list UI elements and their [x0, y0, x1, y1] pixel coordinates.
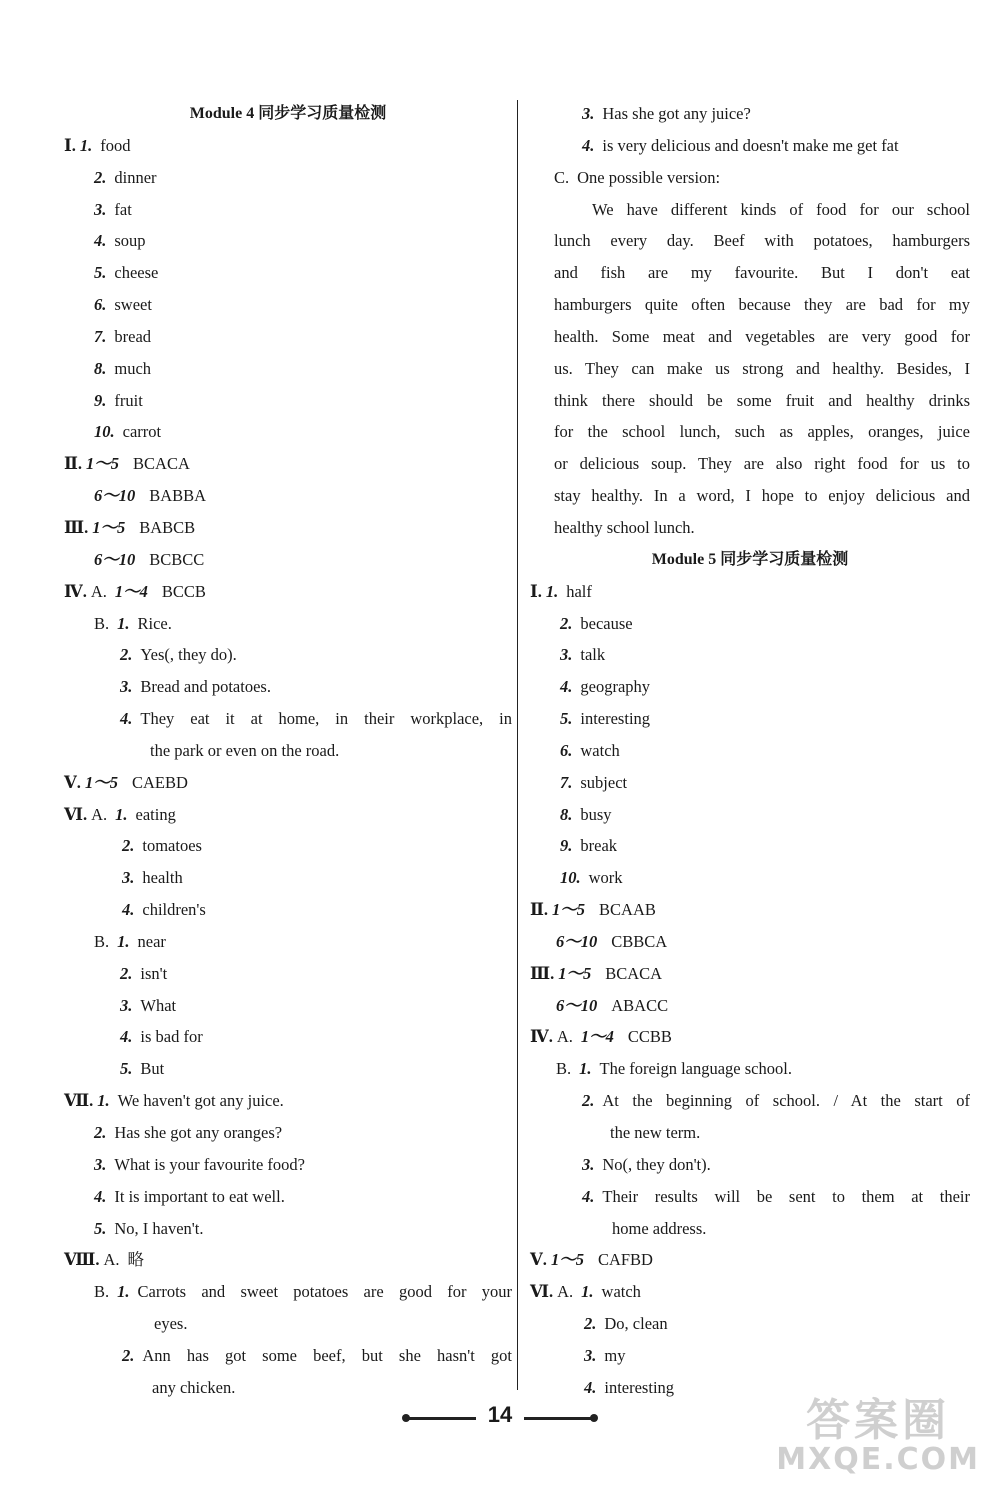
answer-line — [64, 990, 512, 1022]
watermark-title: 答案圈 — [806, 1395, 951, 1446]
answer-line — [64, 130, 512, 162]
page-number: 14 — [487, 1402, 513, 1427]
answer-text: is bad for — [140, 1027, 203, 1047]
answer-text: fat — [114, 199, 132, 219]
sub-section-label: A. — [103, 1250, 120, 1270]
answer-text: the new term. — [610, 1123, 701, 1142]
answer-line — [530, 576, 970, 608]
answer-text: and fish are my favourite. But I don't eat — [554, 263, 970, 283]
question-number: 1. — [545, 581, 559, 601]
answer-line — [64, 1372, 512, 1404]
answer-line — [530, 448, 970, 480]
answer-text: hamburgers quite often because they are bad for my — [554, 295, 970, 315]
answer-text: watch — [601, 1282, 641, 1302]
answer-line — [64, 926, 512, 958]
question-number: 2. — [122, 836, 135, 856]
answer-text: At the beginning of school. / At the start of — [602, 1091, 970, 1111]
answer-line — [64, 958, 512, 990]
answer-text: carrot — [122, 422, 162, 442]
answer-text: BCCB — [161, 581, 206, 601]
question-number: 4. — [582, 135, 595, 155]
answer-line — [64, 767, 512, 799]
answer-text: isn't — [140, 963, 168, 983]
answer-line — [530, 830, 970, 862]
answer-line — [530, 385, 970, 417]
answer-text: No, I haven't. — [114, 1218, 204, 1238]
answer-text: healthy school lunch. — [554, 517, 695, 537]
answer-line — [64, 353, 512, 385]
question-number: 3. — [582, 1154, 595, 1174]
sub-section-label: A. — [91, 804, 108, 824]
answer-text: The foreign language school. — [599, 1059, 792, 1079]
question-roman-numeral: Ⅷ. — [64, 1250, 100, 1270]
answer-line — [64, 1276, 512, 1308]
question-range: 6～10 — [556, 931, 598, 951]
question-range: 1～5 — [550, 1250, 584, 1270]
answer-line — [64, 1244, 512, 1276]
question-number: 1. — [97, 1091, 110, 1111]
question-number: 10. — [560, 868, 581, 888]
answer-line — [64, 576, 512, 608]
answer-text: bread — [114, 326, 152, 346]
answer-text: CAFBD — [597, 1250, 653, 1270]
answer-text: soup — [114, 231, 146, 251]
answer-text: half — [566, 581, 592, 601]
question-number: 4. — [94, 1186, 107, 1206]
question-number: 3. — [582, 104, 595, 123]
answer-text: health — [142, 868, 183, 888]
question-number: 1. — [579, 1059, 592, 1079]
answer-text: No(, they don't). — [602, 1154, 711, 1174]
answer-line — [64, 1085, 512, 1117]
answer-line — [64, 544, 512, 576]
answer-text: the park or even on the road. — [150, 740, 340, 760]
watermark-logo — [776, 1395, 980, 1478]
answer-text: Do, clean — [604, 1314, 668, 1334]
answer-text: because — [580, 613, 633, 633]
answer-line — [530, 1181, 970, 1213]
question-roman-numeral: Ⅴ. — [64, 772, 81, 792]
answer-text: fruit — [114, 390, 143, 410]
question-number: 4. — [122, 900, 135, 920]
answer-text: break — [580, 836, 618, 856]
question-number: 6. — [560, 740, 573, 760]
right-column — [530, 98, 970, 1404]
question-roman-numeral: Ⅱ. — [64, 454, 83, 474]
answer-text: Their results will be sent to them at their — [602, 1186, 970, 1206]
answer-text: Has she got any juice? — [602, 104, 751, 123]
answer-text: What is your favourite food? — [114, 1154, 305, 1174]
answer-text: lunch every day. Beef with potatoes, hamburgers — [554, 231, 970, 251]
answer-text: tomatoes — [142, 836, 202, 856]
question-number: 8. — [94, 358, 107, 378]
answer-line — [530, 480, 970, 512]
answer-text: think there should be some fruit and healthy drinks — [554, 390, 970, 410]
question-range: 6～10 — [94, 486, 136, 506]
answer-line — [530, 926, 970, 958]
question-range: 6～10 — [94, 549, 136, 569]
question-number: 1. — [117, 1282, 130, 1302]
answer-text: food — [100, 135, 131, 155]
question-range: 1～5 — [92, 517, 126, 537]
answer-line — [530, 735, 970, 767]
answer-text: my — [604, 1345, 626, 1365]
answer-text: talk — [580, 645, 606, 665]
answer-text: health. Some meat and vegetables are very good for — [554, 326, 970, 346]
answer-line — [530, 671, 970, 703]
question-number: 3. — [584, 1345, 597, 1365]
question-number: 6. — [94, 295, 107, 315]
answer-text: busy — [580, 804, 612, 824]
answer-line — [64, 480, 512, 512]
answer-text: CAEBD — [131, 772, 188, 792]
answer-text: children's — [142, 900, 206, 920]
question-number: 4. — [120, 1027, 133, 1047]
answer-line — [64, 385, 512, 417]
answer-line — [64, 1213, 512, 1245]
answer-text: is very delicious and doesn't make me get fat — [602, 135, 899, 155]
question-number: 4. — [584, 1377, 597, 1397]
answer-line — [530, 289, 970, 321]
answer-line — [530, 194, 970, 226]
answer-line — [64, 257, 512, 289]
answer-text: stay healthy. In a word, I hope to enjoy delicious and — [554, 486, 970, 506]
answer-line — [530, 1308, 970, 1340]
question-number: 2. — [582, 1091, 595, 1111]
question-roman-numeral: Ⅳ. — [530, 1027, 553, 1047]
answer-line — [64, 194, 512, 226]
question-number: 1. — [117, 931, 130, 951]
sub-section-label: B. — [94, 1282, 110, 1302]
answer-line — [64, 894, 512, 926]
answer-line — [530, 225, 970, 257]
question-number: 7. — [560, 772, 573, 792]
answer-text: sweet — [114, 295, 152, 315]
answer-text: near — [137, 931, 166, 951]
answer-text: work — [588, 868, 623, 888]
sub-section-label: A. — [90, 581, 107, 601]
answer-text: dinner — [114, 167, 157, 187]
answer-line — [64, 671, 512, 703]
answer-line — [530, 1053, 970, 1085]
question-number: 2. — [584, 1314, 597, 1334]
answer-text: Bread and potatoes. — [140, 677, 271, 697]
question-roman-numeral: Ⅴ. — [530, 1250, 547, 1270]
answer-text: any chicken. — [152, 1377, 236, 1397]
answer-line — [530, 162, 970, 194]
answer-line — [530, 98, 970, 130]
answer-text: It is important to eat well. — [114, 1186, 285, 1206]
question-roman-numeral: Ⅳ. — [64, 581, 87, 601]
answer-line — [64, 735, 512, 767]
answer-text: subject — [580, 772, 628, 792]
question-range: 1～5 — [558, 963, 592, 983]
question-number: 1. — [115, 804, 128, 824]
question-number: 4. — [582, 1186, 595, 1206]
question-number: 5. — [120, 1059, 133, 1079]
question-number: 3. — [94, 1154, 107, 1174]
answer-text: for the school lunch, such as apples, oranges, juice — [554, 422, 970, 442]
question-range: 1～4 — [580, 1027, 614, 1047]
question-number: 2. — [120, 645, 133, 665]
question-number: 1. — [581, 1282, 594, 1302]
answer-line — [530, 321, 970, 353]
answer-text: BCACA — [133, 454, 190, 474]
answer-text: BCACA — [605, 963, 663, 983]
answer-text: us. They can make us strong and healthy. Besides, I — [554, 358, 970, 378]
answer-text: cheese — [114, 263, 159, 283]
section-heading: Module 4 同步学习质量检测 — [189, 105, 387, 122]
answer-text: BABBA — [149, 486, 207, 506]
answer-text: Has she got any oranges? — [114, 1123, 283, 1142]
answer-text: We have different kinds of food for our school — [592, 199, 970, 219]
answer-text: BABCB — [139, 517, 196, 537]
answer-line — [530, 767, 970, 799]
answer-text: CCBB — [627, 1027, 672, 1047]
question-number: 3. — [122, 868, 135, 888]
answer-text: interesting — [604, 1377, 675, 1397]
question-number: 7. — [94, 326, 107, 346]
question-roman-numeral: Ⅲ. — [530, 963, 555, 983]
answer-line — [530, 1213, 970, 1245]
answer-line — [530, 1117, 970, 1149]
question-number: 3. — [94, 199, 107, 219]
question-number: 4. — [560, 677, 573, 697]
answer-line — [64, 416, 512, 448]
answer-text: But — [140, 1059, 165, 1079]
answer-line — [64, 799, 512, 831]
question-number: 4. — [120, 709, 133, 729]
answer-line — [530, 1085, 970, 1117]
sub-section-label: B. — [556, 1059, 572, 1079]
answer-line — [64, 830, 512, 862]
question-number: 4. — [94, 231, 107, 251]
answer-text: eating — [135, 804, 176, 824]
question-number: 2. — [120, 963, 133, 983]
answer-line — [64, 225, 512, 257]
section-heading: Module 5 同步学习质量检测 — [651, 550, 849, 568]
answer-text: home address. — [612, 1218, 707, 1238]
answer-line — [64, 639, 512, 671]
question-range: 1～4 — [114, 581, 148, 601]
answer-line — [530, 1149, 970, 1181]
answer-line — [530, 862, 970, 894]
question-range: 1～5 — [552, 900, 586, 920]
question-number: 3. — [560, 645, 573, 665]
left-column — [64, 98, 512, 1404]
question-number: 2. — [122, 1345, 135, 1365]
question-number: 3. — [120, 995, 133, 1015]
answer-text: CBBCA — [611, 931, 668, 951]
answer-text: Yes(, they do). — [140, 645, 237, 665]
answer-line — [530, 894, 970, 926]
question-number: 5. — [94, 1218, 107, 1238]
answer-text: BCBCC — [149, 549, 205, 569]
question-roman-numeral: Ⅵ. — [530, 1282, 554, 1302]
sub-section-label: B. — [94, 931, 110, 951]
answer-line — [530, 353, 970, 385]
answer-line — [64, 1117, 512, 1149]
answer-text: One possible version: — [577, 167, 721, 187]
question-range: 1～5 — [84, 772, 118, 792]
answer-line — [64, 608, 512, 640]
sub-section-label: C. — [554, 167, 570, 187]
question-range: 1～5 — [86, 454, 120, 474]
answer-line — [530, 799, 970, 831]
question-number: 1. — [117, 613, 130, 633]
answer-line — [64, 703, 512, 735]
answer-line — [64, 1149, 512, 1181]
answer-line — [530, 1276, 970, 1308]
answer-line — [530, 958, 970, 990]
sub-section-label: A. — [556, 1027, 573, 1047]
question-number: 1. — [79, 135, 93, 155]
answer-line — [530, 1021, 970, 1053]
question-number: 3. — [120, 677, 133, 697]
question-roman-numeral: Ⅰ. — [530, 581, 542, 601]
question-number: 2. — [94, 167, 107, 187]
question-roman-numeral: Ⅵ. — [64, 804, 88, 824]
answer-line — [530, 130, 970, 162]
question-roman-numeral: Ⅶ. — [64, 1091, 94, 1111]
answer-line — [530, 1244, 970, 1276]
answer-text: Carrots and sweet potatoes are good for your — [137, 1282, 512, 1302]
question-number: 5. — [94, 263, 107, 283]
question-roman-numeral: Ⅰ. — [64, 135, 76, 155]
answer-line — [64, 1340, 512, 1372]
answer-line — [64, 1308, 512, 1340]
answer-text: eyes. — [154, 1314, 188, 1334]
answer-line — [530, 703, 970, 735]
answer-text: We haven't got any juice. — [117, 1091, 284, 1111]
answer-line — [530, 257, 970, 289]
answer-text: They eat it at home, in their workplace, in — [140, 709, 512, 729]
answer-text: 略 — [127, 1250, 145, 1270]
question-number: 9. — [560, 836, 573, 856]
answer-line — [530, 416, 970, 448]
column-divider — [517, 100, 518, 1390]
question-number: 10. — [94, 422, 115, 442]
answer-text: interesting — [580, 709, 651, 729]
question-number: 8. — [560, 804, 573, 824]
answer-text: Rice. — [137, 613, 172, 633]
sub-section-label: B. — [94, 613, 110, 633]
answer-line — [64, 862, 512, 894]
answer-text: or delicious soup. They are also right food for us to — [554, 454, 970, 474]
footer-ornament-left — [406, 1417, 476, 1420]
answer-line — [64, 1181, 512, 1213]
footer-ornament-right — [524, 1417, 594, 1420]
answer-line — [530, 1340, 970, 1372]
answer-line — [64, 1053, 512, 1085]
sub-section-label: A. — [557, 1282, 574, 1302]
question-number: 2. — [94, 1123, 107, 1142]
question-number: 5. — [560, 709, 573, 729]
watermark-url: MXQE.COM — [776, 1442, 980, 1478]
answer-line — [64, 1021, 512, 1053]
answer-text: watch — [580, 740, 620, 760]
answer-text: Ann has got some beef, but she hasn't got — [142, 1345, 512, 1365]
question-roman-numeral: Ⅲ. — [64, 517, 89, 537]
question-number: 2. — [560, 613, 573, 633]
answer-line — [530, 608, 970, 640]
answer-line — [64, 321, 512, 353]
answer-line — [530, 990, 970, 1022]
answer-text: What — [140, 995, 177, 1015]
answer-line — [530, 512, 970, 544]
answer-line — [64, 448, 512, 480]
answer-text: BCAAB — [599, 900, 656, 920]
answer-text: ABACC — [611, 995, 669, 1015]
question-number: 9. — [94, 390, 107, 410]
answer-text: geography — [580, 677, 651, 697]
answer-text: much — [114, 358, 152, 378]
answer-line — [64, 162, 512, 194]
answer-line — [530, 639, 970, 671]
answer-line — [64, 512, 512, 544]
question-range: 6～10 — [556, 995, 598, 1015]
question-roman-numeral: Ⅱ. — [530, 900, 549, 920]
answer-line — [64, 289, 512, 321]
